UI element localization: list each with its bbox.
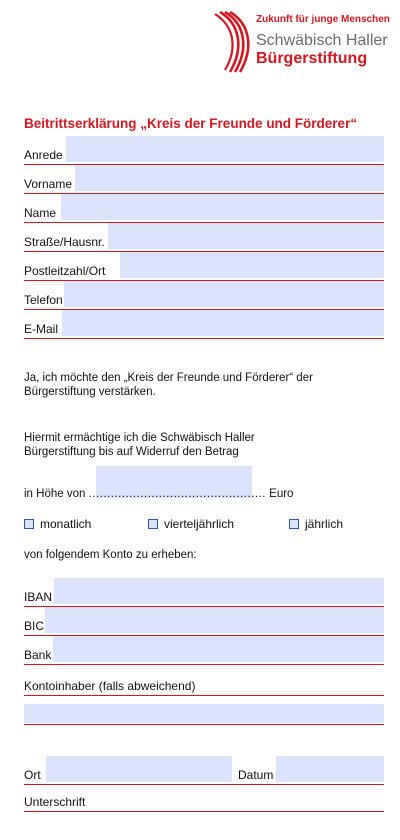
signature-label: Unterschrift bbox=[24, 795, 86, 809]
amount-line bbox=[24, 488, 293, 500]
logo-org-line2: Bürgerstiftung bbox=[256, 50, 368, 67]
amount-suffix: Euro bbox=[269, 488, 294, 500]
foundation-logo bbox=[214, 10, 394, 76]
plz-ort-label: Postleitzahl/Ort bbox=[24, 264, 106, 278]
amount-dots: ................................................ bbox=[88, 488, 266, 500]
kontoinhaber-field[interactable] bbox=[24, 704, 384, 723]
form-title: Beitrittserklärung „Kreis der Freunde und Förderer“ bbox=[24, 116, 358, 131]
monthly-option[interactable] bbox=[24, 517, 91, 531]
bic-label: BIC bbox=[24, 619, 45, 633]
plz-ort-field[interactable] bbox=[120, 252, 384, 278]
yearly-checkbox[interactable] bbox=[289, 519, 299, 529]
ort-label: Ort bbox=[24, 768, 41, 782]
plz-ort-row bbox=[24, 252, 384, 281]
telefon-field[interactable] bbox=[64, 281, 384, 307]
yearly-label: jährlich bbox=[305, 517, 344, 531]
strasse-row bbox=[24, 223, 384, 252]
iban-label: IBAN bbox=[24, 590, 53, 604]
iban-row bbox=[24, 578, 384, 607]
email-field[interactable] bbox=[62, 310, 384, 336]
bic-row bbox=[24, 607, 384, 636]
name-field[interactable] bbox=[61, 194, 384, 220]
email-row bbox=[24, 310, 384, 339]
ort-field[interactable] bbox=[46, 756, 232, 782]
strasse-label: Straße/Hausnr. bbox=[24, 235, 105, 249]
statement-line2: Bürgerstiftung verstärken. bbox=[24, 386, 156, 398]
quarterly-label: vierteljährlich bbox=[164, 517, 235, 531]
logo-tagline: Zukunft für junge Menschen bbox=[256, 14, 390, 25]
authorization-line1: Hiermit ermächtige ich die Schwäbisch Haller bbox=[24, 432, 255, 444]
authorization-line2: Bürgerstiftung bis auf Widerruf den Betrag bbox=[24, 446, 239, 458]
name-row bbox=[24, 194, 384, 223]
monthly-label: monatlich bbox=[40, 517, 92, 531]
vorname-label: Vorname bbox=[24, 177, 73, 191]
bic-field[interactable] bbox=[45, 607, 384, 633]
bank-field[interactable] bbox=[53, 636, 384, 662]
strasse-field[interactable] bbox=[108, 223, 384, 249]
quarterly-option[interactable] bbox=[148, 517, 234, 531]
datum-field[interactable] bbox=[276, 756, 384, 782]
iban-field[interactable] bbox=[54, 578, 384, 604]
yearly-option[interactable] bbox=[289, 517, 343, 531]
telefon-label: Telefon bbox=[24, 293, 63, 307]
email-label: E-Mail bbox=[24, 322, 59, 336]
anrede-row bbox=[24, 136, 384, 165]
vorname-field[interactable] bbox=[75, 165, 384, 191]
anrede-label: Anrede bbox=[24, 148, 63, 162]
bank-label: Bank bbox=[24, 648, 52, 662]
signature-row[interactable] bbox=[24, 797, 384, 812]
monthly-checkbox[interactable] bbox=[24, 519, 34, 529]
kontoinhaber-line bbox=[24, 704, 384, 725]
kontoinhaber-row bbox=[24, 681, 384, 696]
kontoinhaber-label: Kontoinhaber (falls abweichend) bbox=[24, 679, 196, 693]
name-label: Name bbox=[24, 206, 57, 220]
arc-emblem-icon bbox=[214, 10, 254, 74]
authorization-text bbox=[24, 431, 255, 459]
account-intro: von folgendem Konto zu erheben: bbox=[24, 549, 197, 561]
ort-datum-row bbox=[24, 756, 384, 785]
membership-statement bbox=[24, 371, 313, 399]
quarterly-checkbox[interactable] bbox=[148, 519, 158, 529]
vorname-row bbox=[24, 165, 384, 194]
bank-row bbox=[24, 636, 384, 665]
logo-org-line1: Schwäbisch Haller bbox=[256, 32, 388, 49]
datum-label: Datum bbox=[238, 768, 274, 782]
anrede-field[interactable] bbox=[66, 136, 384, 162]
telefon-row bbox=[24, 281, 384, 310]
amount-prefix: in Höhe von bbox=[24, 488, 86, 500]
statement-line1: Ja, ich möchte den „Kreis der Freunde und Förderer“ der bbox=[24, 372, 313, 384]
